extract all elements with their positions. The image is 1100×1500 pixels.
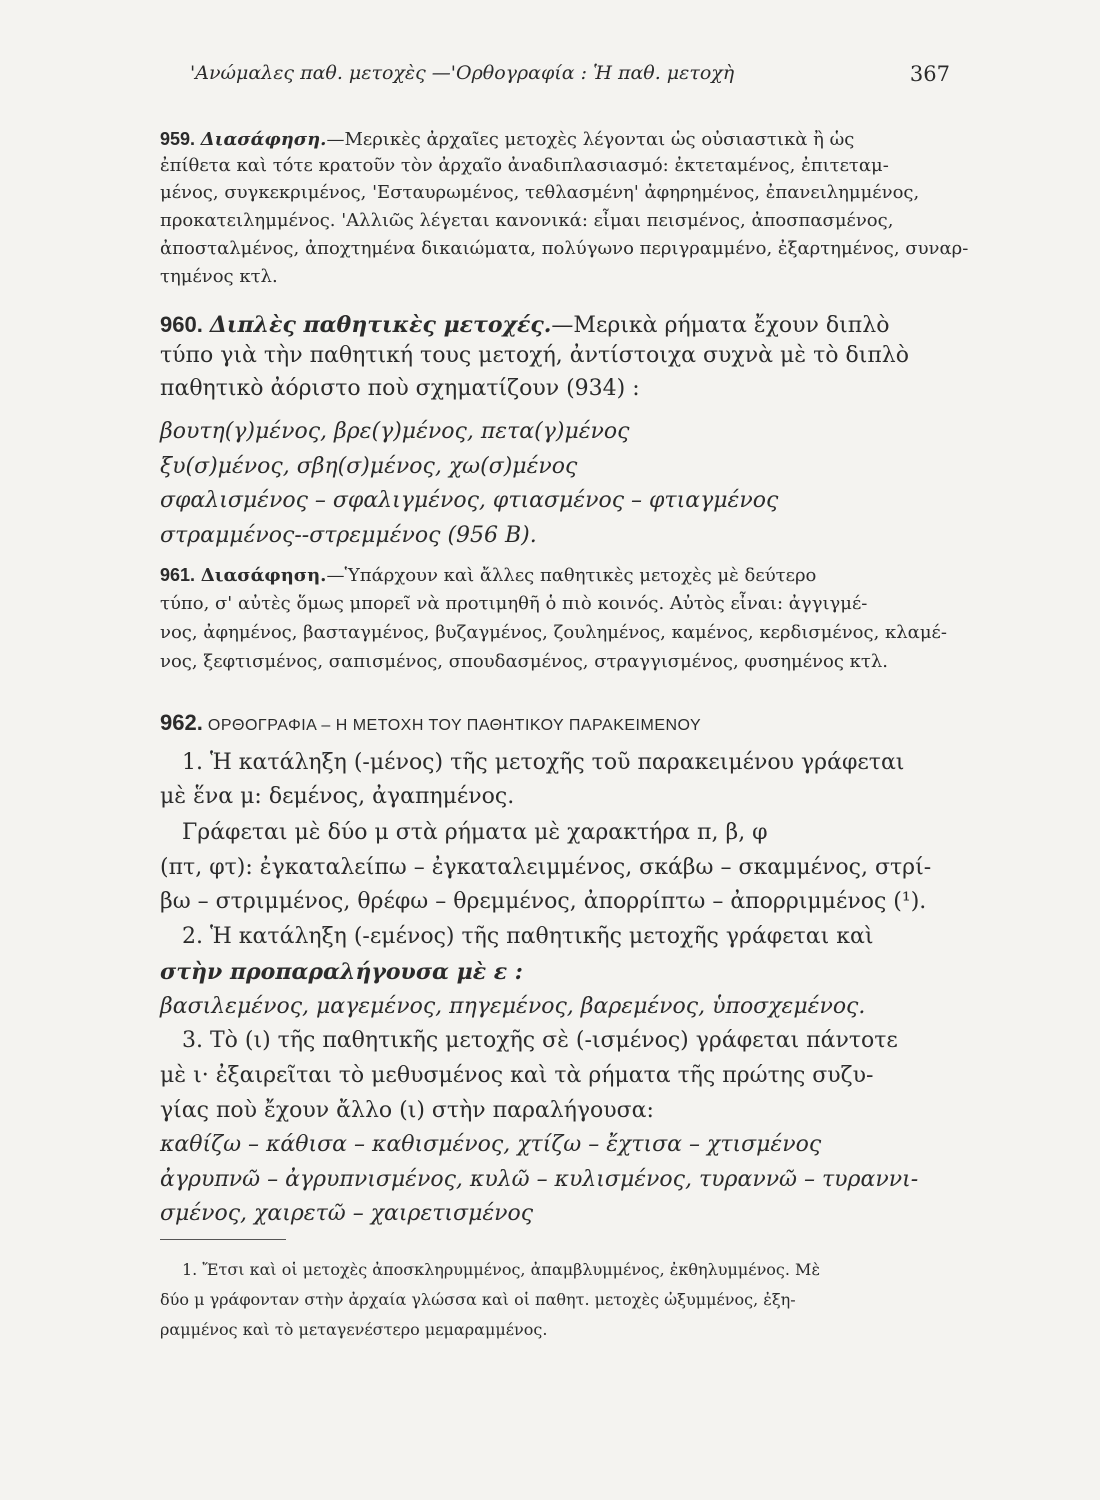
section-959-line-3: μένος, συγκεκριμένος, 'Εσταυρωμένος, τεθλασμένη' ἀφηρημένος, ἐπανειλημμένος, bbox=[160, 182, 920, 203]
section-960-number: 960. bbox=[160, 312, 203, 337]
section-962-line-13: ἀγρυπνῶ – ἀγρυπνισμένος, κυλῶ – κυλισμένος, τυραννῶ – τυραννι- bbox=[160, 1167, 919, 1192]
section-962-line-9: 3. Τὸ (ι) τῆς παθητικῆς μετοχῆς σὲ (-ισμένος) γράφεται πάντοτε bbox=[182, 1028, 898, 1053]
section-961-line-4: νος, ξεφτισμένος, σαπισμένος, σπουδασμένος, στραγγισμένος, φυσημένος κτλ. bbox=[160, 651, 888, 672]
section-962-heading-line bbox=[160, 710, 701, 736]
section-959-line-1 bbox=[160, 130, 854, 149]
section-960-example-4: στραμμένος--στρεμμένος (956 Β). bbox=[160, 523, 537, 548]
section-962-line-10: μὲ ι· ἐξαιρεῖται τὸ μεθυσμένος καὶ τὰ ρήματα τῆς πρώτης συζυ- bbox=[160, 1063, 874, 1088]
running-header-title: 'Ανώμαλες παθ. μετοχὲς —'Ορθογραφία : Ἡ παθ. μετοχὴ bbox=[190, 62, 735, 84]
section-961-text: —Ὑπάρχουν καὶ ἄλλες παθητικὲς μετοχὲς μὲ δεύτερο bbox=[326, 565, 817, 586]
page-number: 367 bbox=[909, 62, 950, 86]
section-959-line-2: ἐπίθετα καὶ τότε κρατοῦν τὸν ἀρχαῖο ἀναδιπλασιασμό: ἐκτεταμένος, ἐπιτεταμ- bbox=[160, 155, 889, 176]
section-962-line-14: σμένος, χαιρετῶ – χαιρετισμένος bbox=[160, 1201, 534, 1226]
section-959-line-5: ἀποσταλμένος, ἀποχτημένα δικαιώματα, πολύγωνο περιγραμμένο, ἐξαρτημένος, συναρ- bbox=[160, 238, 969, 259]
section-961-line-3: νος, ἀφημένος, βασταγμένος, βυζαγμένος, ζουλημένος, καμένος, κερδισμένος, κλαμέ- bbox=[160, 622, 947, 643]
section-962-line-5: βω – στριμμένος, θρέφω – θρεμμένος, ἀπορρίπτω – ἀπορριμμένος (¹). bbox=[160, 889, 927, 914]
section-960-example-2: ξυ(σ)μένος, σβη(σ)μένος, χω(σ)μένος bbox=[160, 454, 578, 479]
section-961-number: 961. bbox=[160, 565, 196, 585]
section-962-line-4: (πτ, φτ): ἐγκαταλείπω – ἐγκαταλειμμένος, σκάβω – σκαμμένος, στρί- bbox=[160, 855, 932, 880]
section-962-line-7: στὴν προπαραλήγουσα μὲ ε : bbox=[160, 959, 523, 985]
section-959-text: —Μερικὲς ἀρχαῖες μετοχὲς λέγονται ὡς οὐσιαστικὰ ἢ ὡς bbox=[326, 129, 855, 150]
section-962-line-12: καθίζω – κάθισα – καθισμένος, χτίζω – ἔχτισα – χτισμένος bbox=[160, 1132, 822, 1157]
section-962-number: 962. bbox=[160, 710, 203, 735]
footnote-rule bbox=[160, 1239, 286, 1240]
section-962-line-8: βασιλεμένος, μαγεμένος, πηγεμένος, βαρεμένος, ὑποσχεμένος. bbox=[160, 994, 866, 1019]
footnote-line-3: ραμμένος καὶ τὸ μεταγενέστερο μεμαραμμένος. bbox=[160, 1320, 548, 1339]
footnote-line-1: 1. Ἔτσι καὶ οἱ μετοχὲς ἀποσκληρυμμένος, ἀπαμβλυμμένος, ἐκθηλυμμένος. Μὲ bbox=[182, 1260, 821, 1279]
section-960-text: —Μερικὰ ρήματα ἔχουν διπλὸ bbox=[551, 313, 890, 338]
section-960-heading: Διπλὲς παθητικὲς μετοχές. bbox=[209, 312, 552, 338]
section-960-line-1 bbox=[160, 314, 889, 337]
section-959-line-6: τημένος κτλ. bbox=[160, 266, 278, 287]
section-961-line-2: τύπο, σ' αὐτὲς ὅμως μπορεῖ νὰ προτιμηθῆ ὁ πιὸ κοινός. Αὐτὸς εἶναι: ἀγγιγμέ- bbox=[160, 593, 868, 614]
section-959-heading: Διασάφηση. bbox=[200, 129, 327, 150]
section-961-heading: Διασάφηση. bbox=[200, 565, 327, 586]
section-962-line-1: 1. Ἡ κατάληξη (-μένος) τῆς μετοχῆς τοῦ παρακειμένου γράφεται bbox=[182, 750, 905, 775]
section-962-heading: ΟΡΘΟΓΡΑΦΙΑ – Η ΜΕΤΟΧΗ ΤΟΥ ΠΑΘΗΤΙΚΟΥ ΠΑΡΑΚΕΙΜΕΝΟΥ bbox=[207, 717, 702, 734]
section-962-line-6: 2. Ἡ κατάληξη (-εμένος) τῆς παθητικῆς μετοχῆς γράφεται καὶ bbox=[182, 924, 874, 949]
section-960-line-2: τύπο γιὰ τὴν παθητική τους μετοχή, ἀντίστοιχα συχνὰ μὲ τὸ διπλὸ bbox=[160, 343, 909, 368]
section-960-example-1: βουτη(γ)μένος, βρε(γ)μένος, πετα(γ)μένος bbox=[160, 419, 630, 444]
section-962-line-11: γίας ποὺ ἔχουν ἄλλο (ι) στὴν παραλήγουσα: bbox=[160, 1098, 654, 1123]
section-962-line-2: μὲ ἕνα μ: δεμένος, ἀγαπημένος. bbox=[160, 784, 515, 809]
footnote-line-2: δύο μ γράφονταν στὴν ἀρχαία γλώσσα καὶ οἱ παθητ. μετοχὲς ὠξυμμένος, ἐξη- bbox=[160, 1290, 796, 1309]
section-959-number: 959. bbox=[160, 129, 196, 149]
section-960-example-3: σφαλισμένος – σφαλιγμένος, φτιασμένος – φτιαγμένος bbox=[160, 488, 779, 513]
section-959-line-4: προκατειλημμένος. 'Αλλιῶς λέγεται κανονικά: εἶμαι πεισμένος, ἀποσπασμένος, bbox=[160, 210, 894, 231]
section-960-line-3: παθητικὸ ἀόριστο ποὺ σχηματίζουν (934) : bbox=[160, 376, 640, 401]
running-header bbox=[190, 62, 950, 84]
section-962-line-3: Γράφεται μὲ δύο μ στὰ ρήματα μὲ χαρακτήρα π, β, φ bbox=[182, 820, 768, 845]
section-961-line-1 bbox=[160, 566, 816, 585]
